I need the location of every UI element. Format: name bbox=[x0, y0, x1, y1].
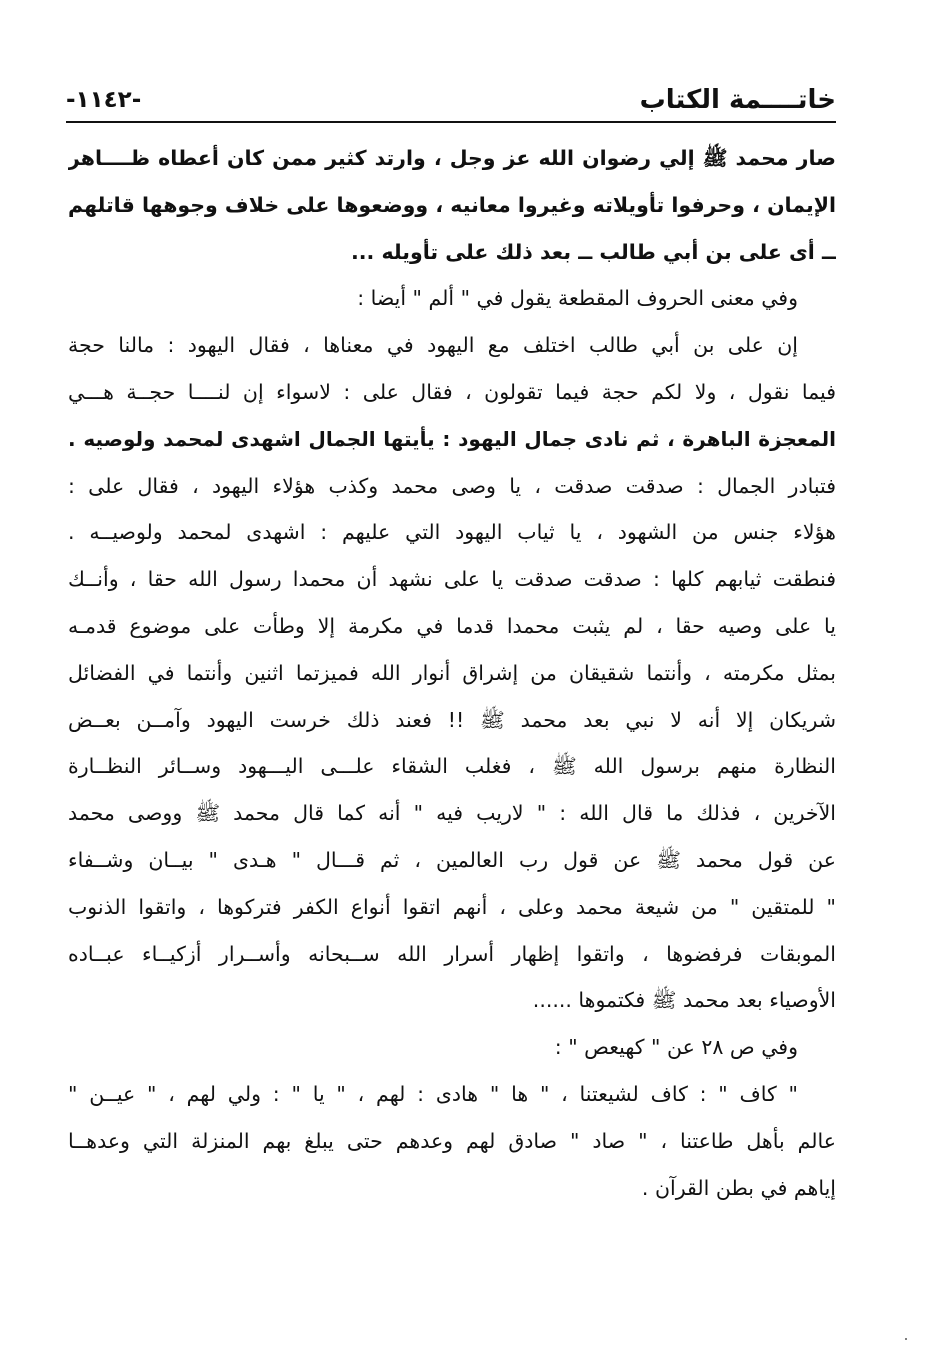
text-line: إن على بن أبي طالب اختلف مع اليهود في معناها ، فقال اليهود : مالنا حجة bbox=[68, 333, 798, 358]
page-number: -١١٤٢- bbox=[66, 87, 142, 113]
text-line: فتبادر الجمال : صدقت صدقت ، يا وصى محمد وكذب هؤلاء اليهود ، فقال على : bbox=[68, 473, 836, 498]
text-line: عالم بأهل طاعتنا ، " صاد " صادق لهم وعدهم حتى يبلغ بهم المنزلة التي وعدهــا bbox=[68, 1128, 836, 1153]
text-line: شريكان إلا أنه لا نبي بعد محمد ﷺ !! فعند ذلك خرست اليهود وآمــن بعــض bbox=[68, 707, 836, 732]
text-line: النظارة منهم برسول الله ﷺ ، فغلب الشقاء علـــى اليـــهود وســائر النظــارة bbox=[68, 754, 836, 779]
text-line: فيما نقول ، ولا لكم حجة فيما تقولون ، فقال على : لاسواء إن لنــــا حجــة هـــي bbox=[68, 379, 836, 404]
text-line: يا على وصيه حقا ، لم يثبت محمدا قدما في مكرمة إلا وطأت على موضوع قدمـه bbox=[68, 613, 836, 638]
scan-speck bbox=[905, 1338, 907, 1340]
text-line: " للمتقين " من شيعة محمد وعلى ، أنهم اتقوا أنواع الكفر فتركوها ، واتقوا الذنوب bbox=[68, 894, 836, 919]
header-rule bbox=[66, 121, 836, 123]
text-line: وفي ص ٢٨ عن " كهيعص " : bbox=[554, 1035, 798, 1060]
text-line: " كاف " : كاف لشيعتنا ، " ها " هادى : لهم ، " يا " : ولي لهم ، " عيــن " bbox=[68, 1081, 798, 1106]
text-line: الإيمان ، وحرفوا تأويلاته وغيروا معانيه ، ووضعوها على خلاف وجوهها قاتلهم bbox=[68, 192, 836, 217]
text-line: بمثل مكرمته ، وأنتما شقيقان من إشراق أنوار الله فميزتما اثنين وأنتما في الفضائل bbox=[68, 660, 836, 685]
text-line: وفي معنى الحروف المقطعة يقول في " ألم " أيضا : bbox=[357, 286, 798, 311]
text-line: صار محمد ﷺ إلي رضوان الله عز وجل ، وارتد كثير ممن كان أعطاه ظــــاهر bbox=[68, 146, 836, 170]
text-line: ــ أى على بن أبي طالب ــ بعد ذلك على تأويله ... bbox=[350, 239, 836, 264]
page-header bbox=[66, 80, 836, 120]
text-line: هؤلاء جنس من الشهود ، يا ثياب اليهود التي عليهم : اشهدى لمحمد ولوصيــه . bbox=[68, 520, 836, 545]
text-line: الآخرين ، فذلك ما قال الله : " لاريب فيه " أنه كما قال محمد ﷺ ووصى محمد bbox=[68, 801, 836, 826]
body-text bbox=[68, 135, 836, 1211]
text-line: المعجزة الباهرة ، ثم نادى جمال اليهود : يأيتها الجمال اشهدى لمحمد ولوصيه . bbox=[68, 426, 836, 451]
text-line: الأوصياء بعد محمد ﷺ فكتموها ...... bbox=[532, 988, 836, 1013]
text-line: عن قول محمد ﷺ عن قول رب العالمين ، ثم قـــال " هـدى " بيــان وشــفاء bbox=[68, 847, 836, 872]
text-line: فنطقت ثيابهم كلها : صدقت صدقت يا على نشهد أن محمدا رسول الله حقا ، وأنــك bbox=[68, 567, 836, 592]
running-title: خاتــــمة الكتاب bbox=[639, 85, 836, 115]
text-line: إياهم في بطن القرآن . bbox=[641, 1175, 836, 1200]
text-line: الموبقات فرفضوها ، واتقوا إظهار أسرار الله ســبحانه وأســرار أزكيــاء عبــاده bbox=[68, 941, 836, 966]
